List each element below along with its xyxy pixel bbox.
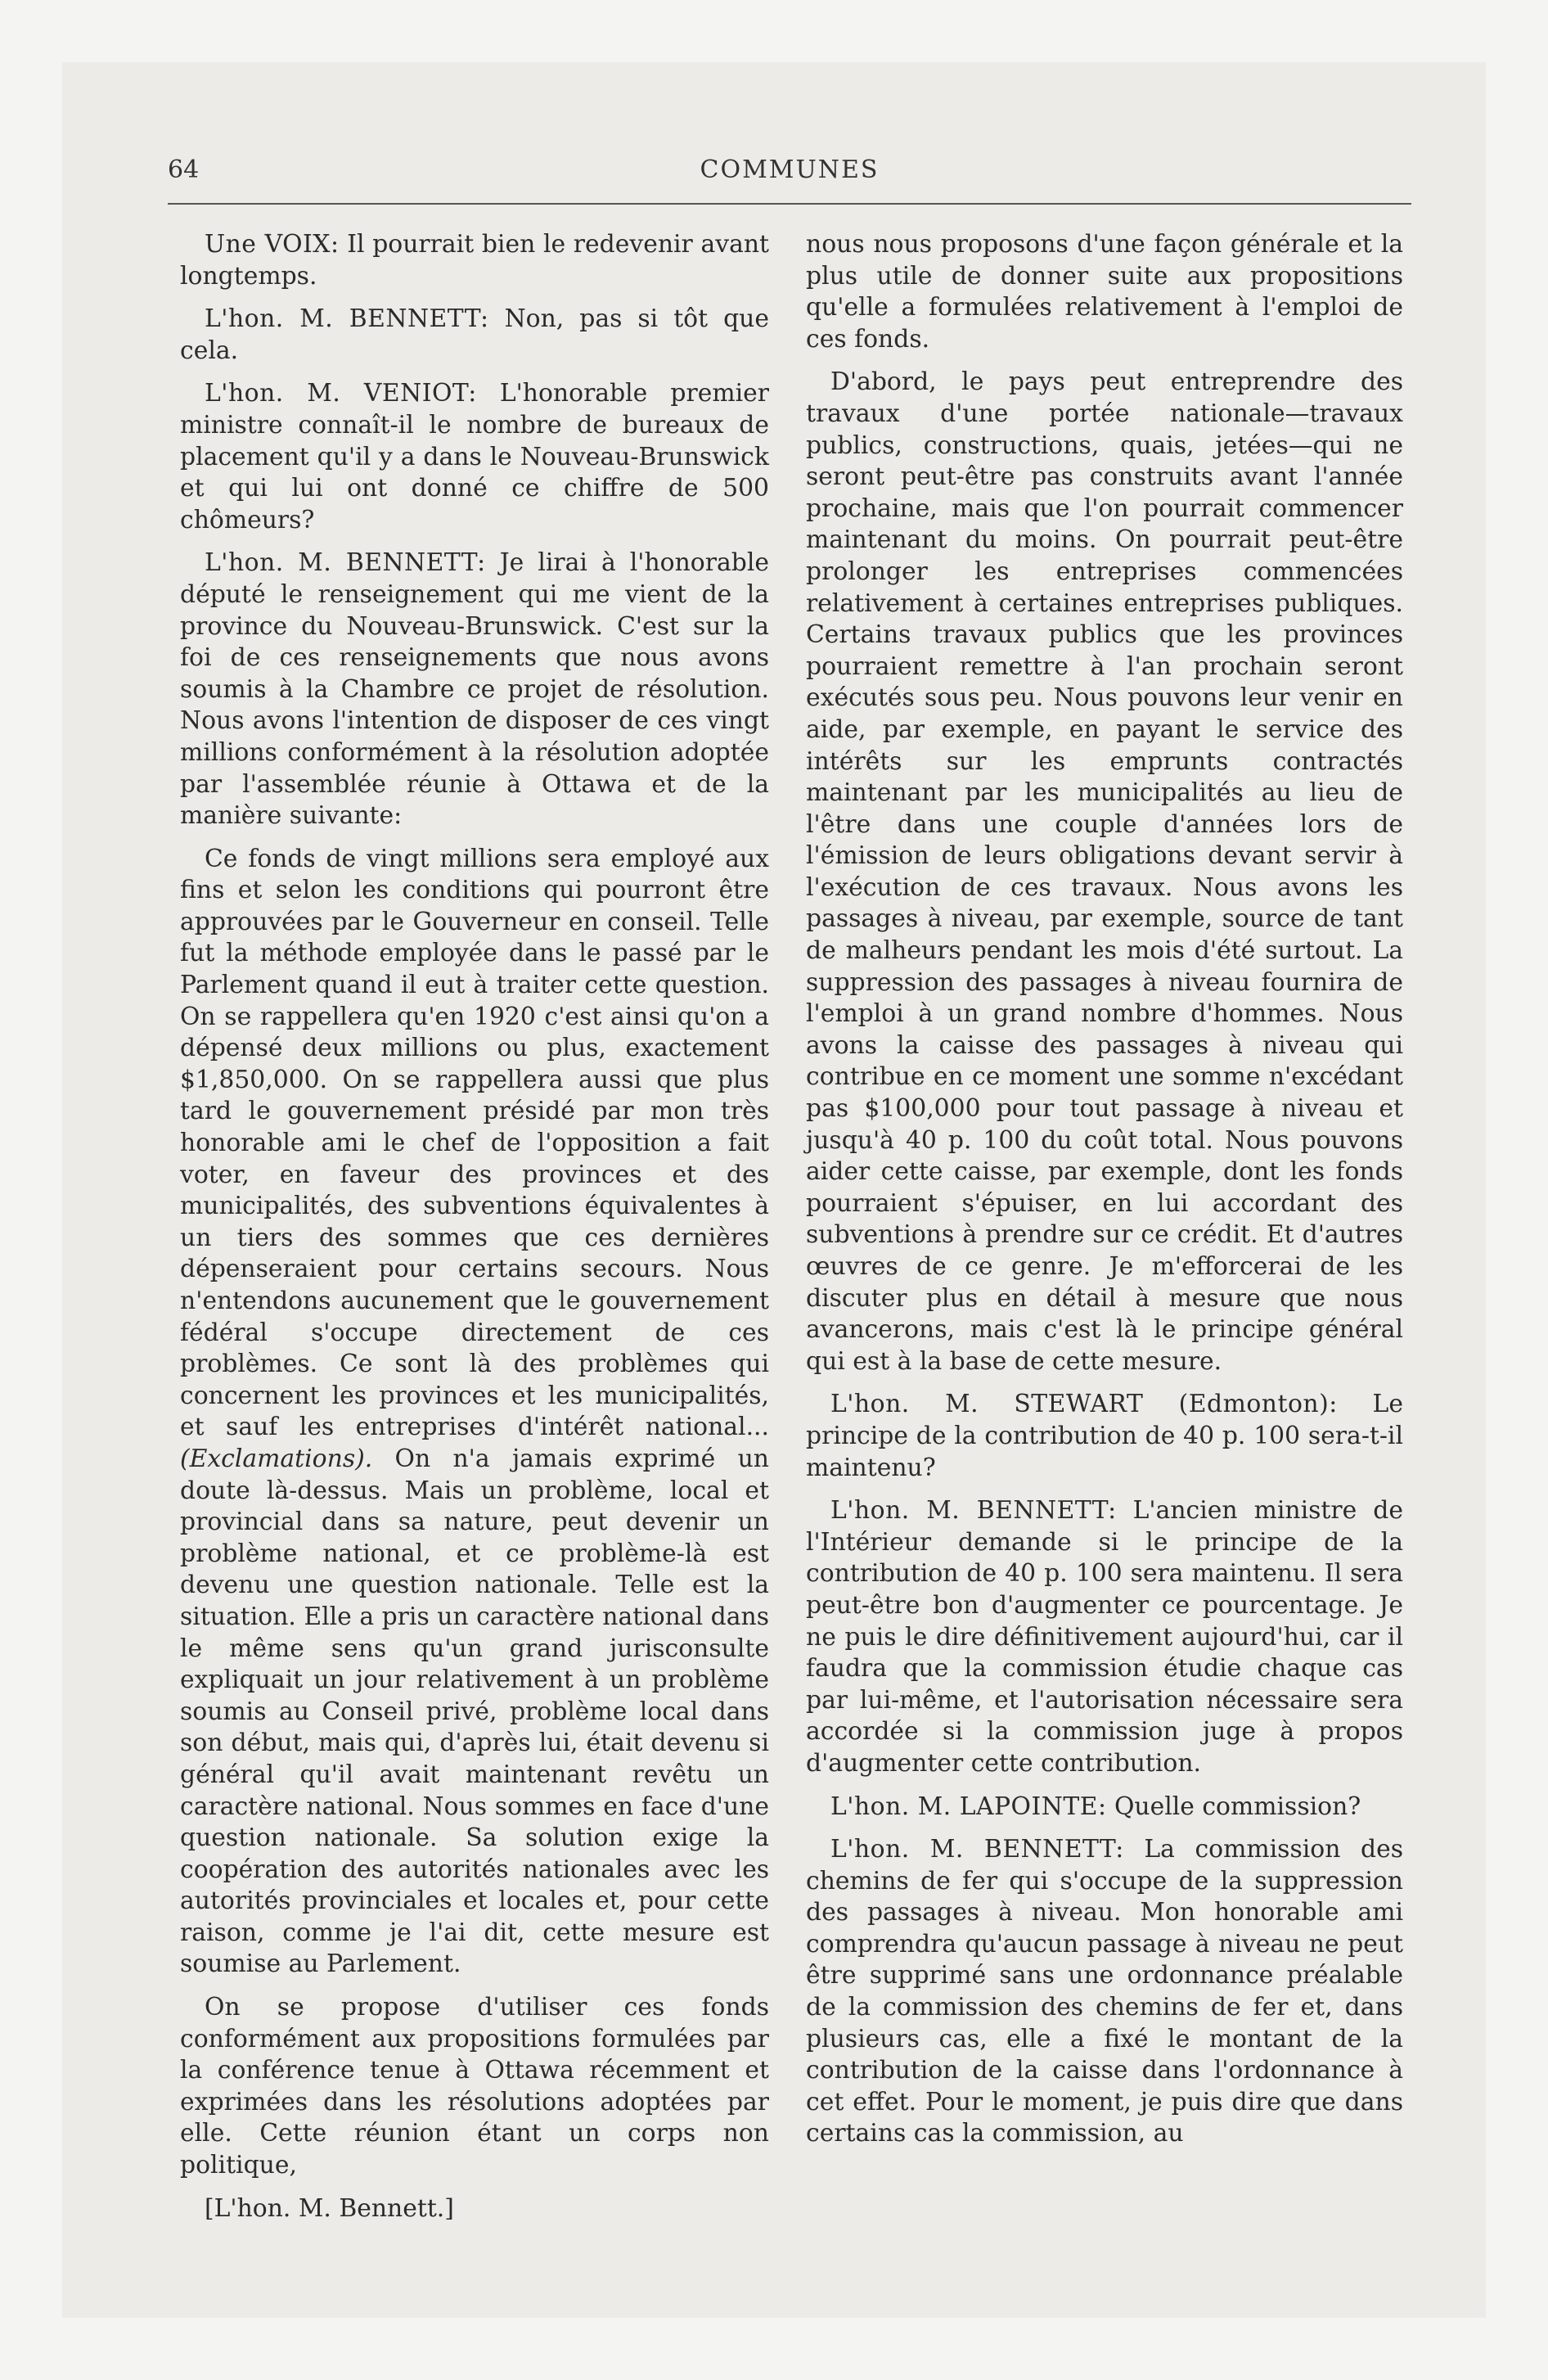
paragraph bbox=[806, 1495, 1403, 1779]
paragraph-text: Non, pas si tôt que cela. bbox=[180, 304, 769, 365]
paragraph bbox=[180, 304, 769, 367]
paragraph bbox=[806, 1792, 1403, 1823]
speaker-name: L'hon. M. BENNETT: bbox=[830, 1835, 1124, 1864]
paragraph-text: Le principe de la contribution de 40 p. 100 sera-t-il maintenu? bbox=[806, 1390, 1403, 1482]
paragraph bbox=[806, 229, 1403, 355]
paragraph bbox=[180, 844, 769, 1981]
paragraph bbox=[180, 1992, 769, 2182]
speaker-name: L'hon. M. STEWART (Edmonton): bbox=[830, 1390, 1338, 1419]
paragraph-text: On se propose d'utiliser ces fonds conformément aux propositions formulées par la conférence tenue à Ottawa récemment et exprimées dans les résolutions adoptées par elle. Cette réunion étant un corps non politique, bbox=[180, 1993, 769, 2180]
speaker-name: L'hon. M. LAPOINTE: bbox=[830, 1792, 1107, 1821]
right-column bbox=[806, 229, 1403, 2161]
header-rule bbox=[168, 203, 1411, 205]
speaker-name: L'hon. M. BENNETT: bbox=[205, 304, 489, 334]
paragraph-text: D'abord, le pays peut entreprendre des travaux d'une portée nationale—travaux publics, constructions, quais, jetées—qui ne seront peut-être pas construits avant l'année prochaine, mais que l'on pourrait commencer maintenant du moins. On pourrait peut-être prolonger les entreprises commencées relativement à certaines entreprises publiques. Certains travaux publics que les provinces pourraient remettre à l'an prochain seront exécutés sous peu. Nous pouvons leur venir en aide, par exemple, en payant le service des intérêts sur les emprunts contractés maintenant par les municipalités au lieu de l'être dans une couple d'années lors de l'émission de leurs obligations devant servir à l'exécution de ces travaux. Nous avons les passages à niveau, par exemple, source de tant de malheurs pendant les mois d'été surtout. La suppression des passages à niveau fournira de l'emploi à un grand nombre d'hommes. Nous avons la caisse des passages à niveau qui contribue en ce moment une somme n'excédant pas $100,000 pour tout passage à niveau et jusqu'à 40 p. 100 du coût total. Nous pouvons aider cette caisse, par exemple, dont les fonds pourraient s'épuiser, en lui accordant des subventions à prendre sur ce crédit. Et d'autres œuvres de ce genre. Je m'efforcerai de les discuter plus en détail à mesure que nous avancerons, mais c'est là le principe général qui est à la base de cette mesure. bbox=[806, 367, 1403, 1376]
paragraph bbox=[180, 378, 769, 536]
paragraph bbox=[180, 229, 769, 292]
speaker-name: Une VOIX: bbox=[205, 230, 340, 259]
interjection: (Exclamations). bbox=[180, 1444, 373, 1473]
page-header bbox=[168, 156, 1411, 192]
paragraph-text: L'honorable premier ministre connaît-il le nombre de bureaux de placement qu'il y a dans le Nouveau-Brunswick et qui lui ont donné ce chiffre de 500 chômeurs? bbox=[180, 379, 769, 534]
paragraph bbox=[806, 1389, 1403, 1484]
running-title: COMMUNES bbox=[700, 156, 880, 184]
paragraph-text: Il pourrait bien le redevenir avant longtemps. bbox=[180, 230, 769, 291]
speaker-name: L'hon. M. VENIOT: bbox=[205, 379, 477, 408]
paragraph-text: nous nous proposons d'une façon générale et la plus utile de donner suite aux propositions qu'elle a formulées relativement à l'emploi de ces fonds. bbox=[806, 230, 1403, 354]
left-column bbox=[180, 229, 769, 2236]
paragraph-text: Quelle commission? bbox=[1106, 1792, 1361, 1821]
paragraph-text: Je lirai à l'honorable député le renseignement qui me vient de la province du Nouveau-Brunswick. C'est sur la foi de ces renseignements que nous avons soumis à la Chambre ce projet de résolution. Nous avons l'intention de disposer de ces vingt millions conformément à la résolution adoptée par l'assemblée réunie à Ottawa et de la manière suivante: bbox=[180, 548, 769, 831]
speaker-name: L'hon. M. BENNETT: bbox=[205, 548, 486, 578]
paragraph-text: Ce fonds de vingt millions sera employé aux fins et selon les conditions qui pourront être approuvées par le Gouverneur en conseil. Telle fut la méthode employée dans le passé par le Parlement quand il eut à traiter cette question. On se rappellera qu'en 1920 c'est ainsi qu'on a dépensé deux millions ou plus, exactement $1,850,000. On se rappellera aussi que plus tard le gouvernement présidé par mon très honorable ami le chef de l'opposition a fait voter, en faveur des provinces et des municipalités, des subventions équivalentes à un tiers des sommes que ces dernières dépenseraient pour certains secours. Nous n'entendons aucunement que le gouvernement fédéral s'occupe directement de ces problèmes. Ce sont là des problèmes qui concernent les provinces et les municipalités, et sauf les entreprises d'intérêt national... bbox=[180, 844, 769, 1442]
paragraph-text: On n'a jamais exprimé un doute là-dessus. Mais un problème, local et provincial dans sa nature, peut devenir un problème national, et ce problème-là est devenu une question nationale. Telle est la situation. Elle a pris un caractère national dans le même sens qu'un grand jurisconsulte expliquait un jour relativement à un problème soumis au Conseil privé, problème local dans son début, mais qui, d'après lui, était devenu si général qu'il avait maintenant revêtu un caractère national. Nous sommes en face d'une question nationale. Sa solution exige la coopération des autorités nationales avec les autorités provinciales et locales et, pour cette raison, comme je l'ai dit, cette mesure est soumise au Parlement. bbox=[180, 1444, 769, 1979]
paragraph bbox=[806, 1834, 1403, 2150]
page-number: 64 bbox=[168, 156, 200, 184]
paragraph bbox=[806, 367, 1403, 1377]
paragraph-text: L'ancien ministre de l'Intérieur demande si le principe de la contribution de 40 p. 100 sera maintenu. Il sera peut-être bon d'augmenter ce pourcentage. Je ne puis le dire définitivement aujourd'hui, car il faudra que la commission étudie chaque cas par lui-même, et l'autorisation nécessaire sera accordée si la commission juge à propos d'augmenter cette contribution. bbox=[806, 1496, 1403, 1778]
speaker-name: L'hon. M. BENNETT: bbox=[830, 1496, 1117, 1526]
speaker-footer-reference: [L'hon. M. Bennett.] bbox=[205, 2193, 454, 2223]
paragraph-text: La commission des chemins de fer qui s'occupe de la suppression des passages à niveau. Mon honorable ami comprendra qu'aucun passage à niveau ne peut être supprimé sans une ordonnance préalable de la commission des chemins de fer et, dans plusieurs cas, elle a fixé le montant de la contribution de la caisse dans l'ordonnance à cet effet. Pour le moment, je puis dire que dans certains cas la commission, au bbox=[806, 1835, 1403, 2148]
paragraph bbox=[180, 548, 769, 832]
